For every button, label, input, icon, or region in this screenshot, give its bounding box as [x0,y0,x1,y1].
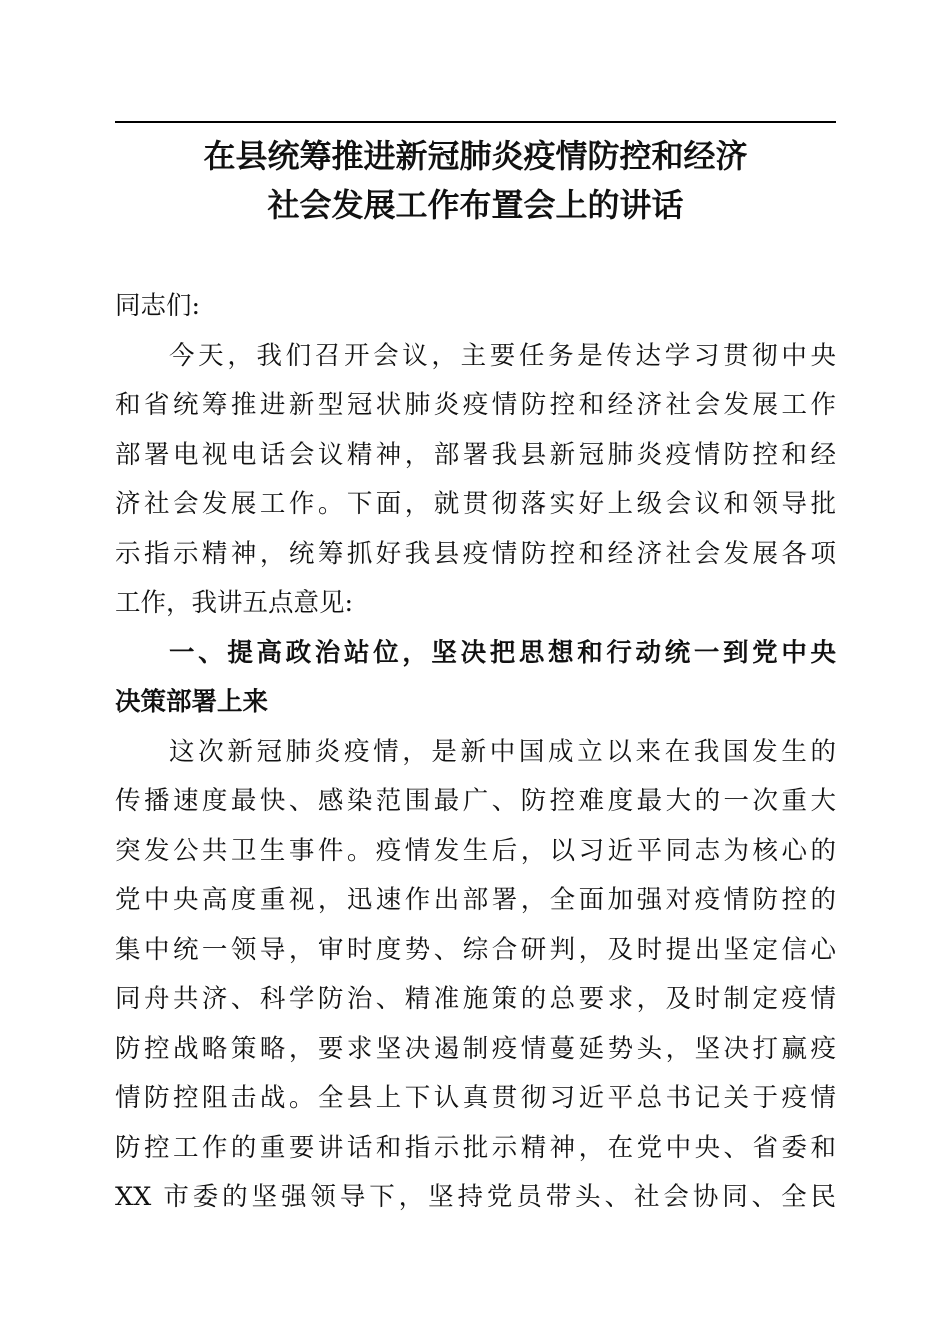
paragraph-line: 传播速度最快、感染范围最广、防控难度最大的一次重大 [115,786,836,816]
paragraph-line: 部署电视电话会议精神，部署我县新冠肺炎疫情防控和经 [115,439,836,470]
heading-line: 一、提高政治站位，坚决把思想和行动统一到党中央 [169,637,836,668]
paragraph-line: 情防控阻击战。全县上下认真贯彻习近平总书记关于疫情 [115,1083,836,1113]
paragraph-1 [115,332,836,629]
paragraph-line: 今天，我们召开会议，主要任务是传达学习贯彻中央 [169,340,836,371]
document-title [115,132,836,230]
paragraph-line: 工作，我讲五点意见: [115,588,354,618]
heading-line: 决策部署上来 [115,687,269,717]
paragraph-2 [115,728,836,1223]
paragraph-line: 示指示精神，统筹抓好我县疫情防控和经济社会发展各项 [115,538,836,569]
title-line-2: 社会发展工作布置会上的讲话 [267,186,684,224]
paragraph-line: 党中央高度重视，迅速作出部署，全面加强对疫情防控的 [115,885,836,915]
section-heading-1 [115,629,836,728]
paragraph-line: 防控战略策略，要求坚决遏制疫情蔓延势头，坚决打赢疫 [115,1033,836,1064]
paragraph-line: XX 市委的坚强领导下，坚持党员带头、社会协同、全民 [115,1182,836,1212]
salutation: 同志们: [115,291,201,321]
paragraph-line: 突发公共卫生事件。疫情发生后，以习近平同志为核心的 [115,835,836,866]
paragraph-line: 同舟共济、科学防治、精准施策的总要求，及时制定疫情 [115,984,836,1014]
paragraph-line: 防控工作的重要讲话和指示批示精神，在党中央、省委和 [115,1132,836,1163]
header-rule [115,121,836,123]
paragraph-line: 和省统筹推进新型冠状肺炎疫情防控和经济社会发展工作 [115,390,836,420]
paragraph-line: 集中统一领导，审时度势、综合研判，及时提出坚定信心 [115,934,836,965]
paragraph-line: 济社会发展工作。下面，就贯彻落实好上级会议和领导批 [115,489,836,519]
paragraph-line: 这次新冠肺炎疫情，是新中国成立以来在我国发生的 [169,736,836,767]
document-body [115,282,836,1223]
title-line-1: 在县统筹推进新冠肺炎疫情防控和经济 [203,137,748,175]
